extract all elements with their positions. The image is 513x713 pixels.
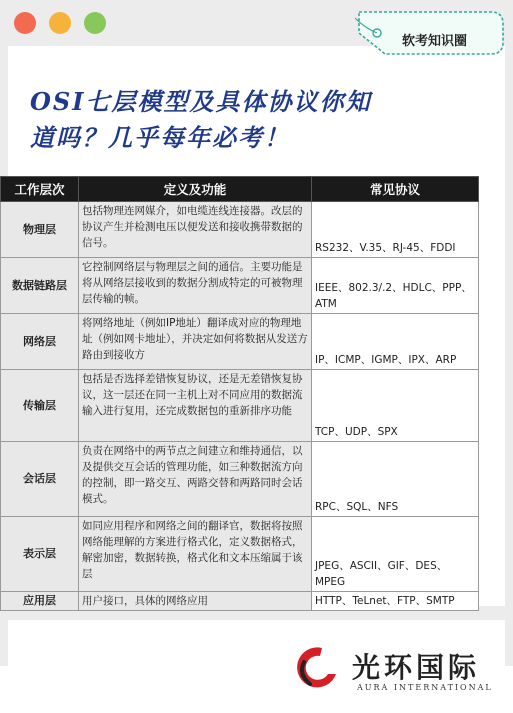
table-row [1,314,479,370]
title-line-1: OSI七层模型及具体协议你知 [30,87,372,116]
logo-chinese-name: 光环国际 [352,651,481,684]
definition-cell: 如同应用程序和网络之间的翻译官，数据将按照网络能理解的方案进行格式化，定义数据格式，解密加密，数据转换，格式化和文本压缩属于该层 [79,517,312,592]
page-title [30,84,460,156]
protocols-cell: HTTP、TeLnet、FTP、SMTP [312,592,479,611]
protocols-cell: TCP、UDP、SPX [312,370,479,442]
maximize-dot-icon [84,12,106,34]
layer-cell: 应用层 [1,592,79,611]
table-row [1,370,479,442]
definition-cell: 包括是否选择差错恢复协议，还是无差错恢复协议，这一层还在同一主机上对不同应用的数据流输入进行复用，还完成数据包的重新排序功能 [79,370,312,442]
protocols-cell: IEEE、802.3/.2、HDLC、PPP、ATM [312,258,479,314]
table-header-row [1,177,479,202]
definition-cell: 包括物理连网媒介，如电缆连线连接器。改层的协议产生并检测电压以便发送和接收携带数据的信号。 [79,202,312,258]
protocols-cell: IP、ICMP、IGMP、IPX、ARP [312,314,479,370]
definition-cell: 它控制网络层与物理层之间的通信。主要功能是将从网络层接收到的数据分割成特定的可被物理层传输的帧。 [79,258,312,314]
layer-cell: 传输层 [1,370,79,442]
frame-right [505,46,513,666]
osi-table [0,176,479,611]
table-row [1,442,479,517]
minimize-dot-icon [49,12,71,34]
protocols-cell: RS232、V.35、RJ-45、FDDI [312,202,479,258]
protocols-cell: JPEG、ASCII、GIF、DES、MPEG [312,517,479,592]
header-definition: 定义及功能 [79,177,312,202]
table-row [1,258,479,314]
badge-label: 软考知识圈 [402,34,468,49]
layer-cell: 物理层 [1,202,79,258]
layer-cell: 网络层 [1,314,79,370]
logo-english-name: AURA INTERNATIONAL [357,683,493,692]
layer-cell: 表示层 [1,517,79,592]
header-protocols: 常见协议 [312,177,479,202]
title-line-2: 道吗？几乎每年必考！ [30,123,290,152]
layer-cell: 会话层 [1,442,79,517]
definition-cell: 用户接口，具体的网络应用 [79,592,312,611]
layer-cell: 数据链路层 [1,258,79,314]
definition-cell: 将网络地址（例如IP地址）翻译成对应的物理地址（例如网卡地址），并决定如何将数据从发送方路由到接收方 [79,314,312,370]
definition-cell: 负责在网络中的两节点之间建立和维持通信，以及提供交互会话的管理功能，如三种数据流方向的控制，即一路交互、两路交替和两路同时会话模式。 [79,442,312,517]
aura-logo-icon [292,644,340,690]
close-dot-icon [14,12,36,34]
protocols-cell: RPC、SQL、NFS [312,442,479,517]
table-row [1,202,479,258]
table-row [1,517,479,592]
table-row [1,592,479,611]
header-layer: 工作层次 [1,177,79,202]
